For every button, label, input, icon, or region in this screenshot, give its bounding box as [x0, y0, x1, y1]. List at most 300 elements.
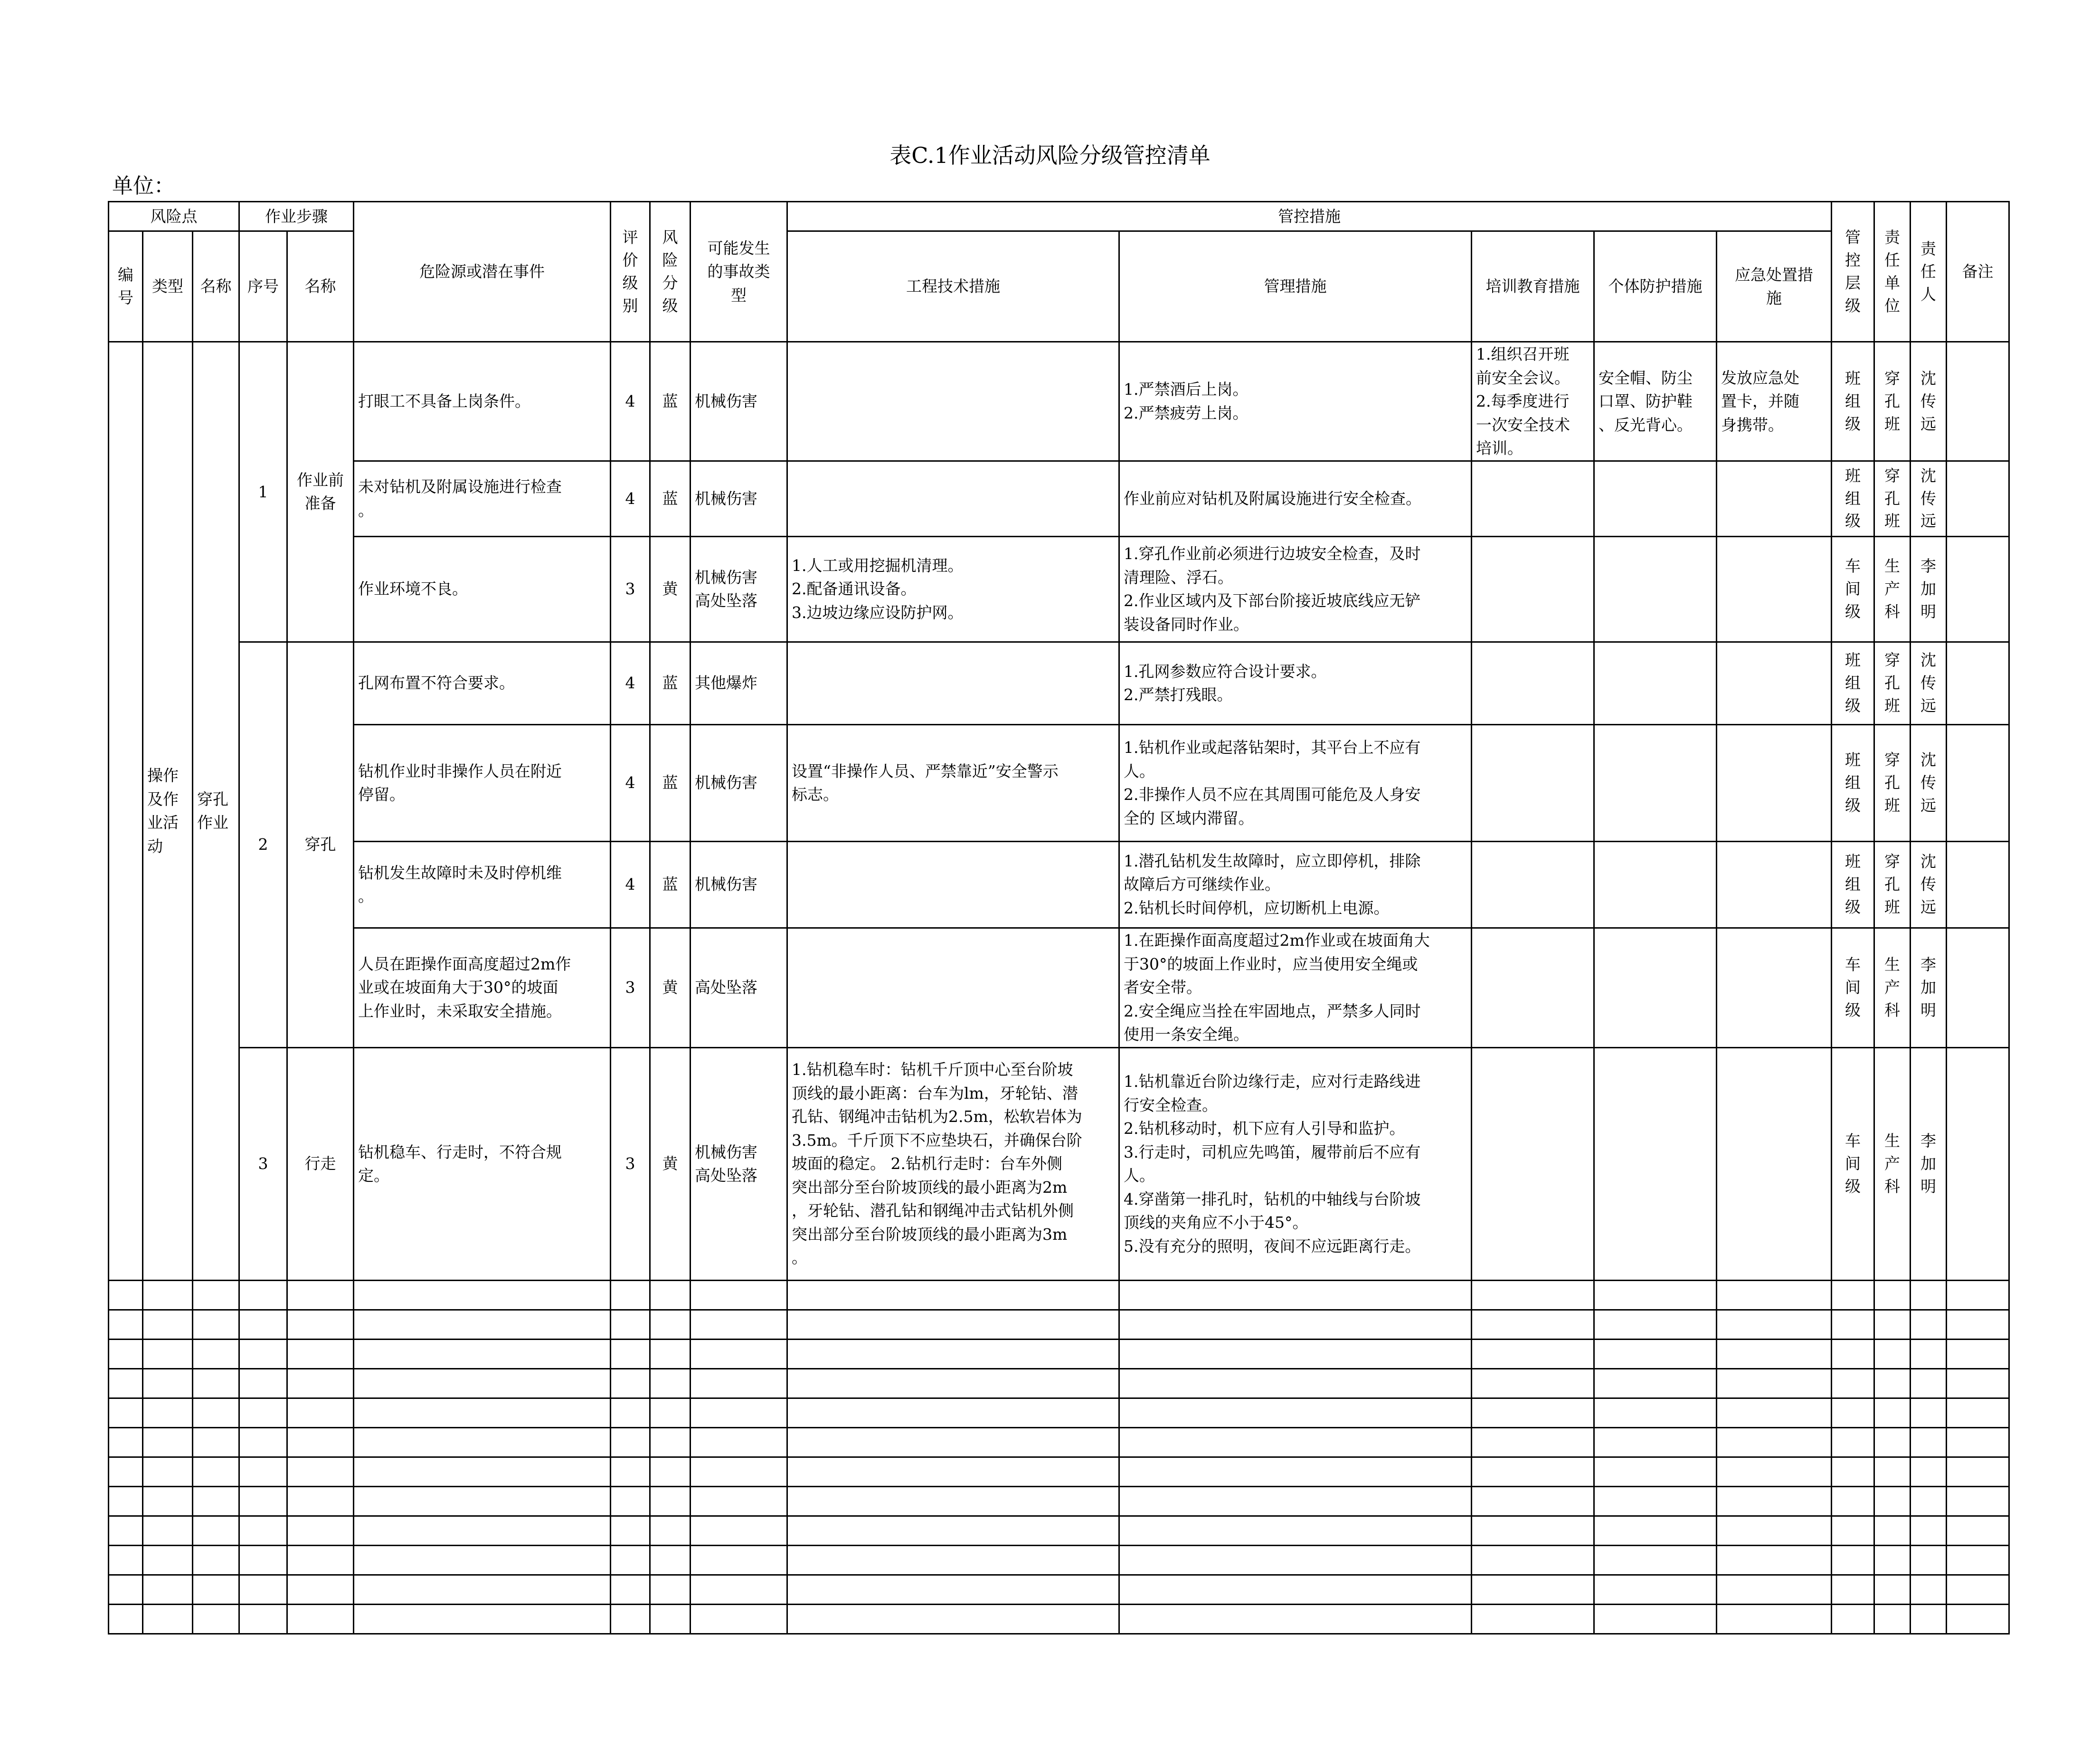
empty-cell [193, 1486, 239, 1516]
empty-cell [1472, 1280, 1594, 1310]
cell-risk-level: 蓝 [650, 841, 691, 928]
empty-cell [1472, 1604, 1594, 1634]
empty-cell [1874, 1604, 1911, 1634]
empty-row [109, 1575, 2009, 1604]
empty-cell [1472, 1339, 1594, 1368]
empty-cell [354, 1280, 611, 1310]
empty-cell [354, 1457, 611, 1486]
empty-cell [1947, 1545, 2009, 1575]
cell-emergency [1717, 642, 1832, 724]
table-row [109, 461, 2009, 536]
cell-hazard: 钻机稳车、行走时，不符合规 定。 [354, 1047, 611, 1280]
empty-cell [1717, 1368, 1832, 1398]
cell-emergency [1717, 1047, 1832, 1280]
empty-cell [1874, 1457, 1911, 1486]
empty-cell [193, 1398, 239, 1427]
cell-step-name: 作业前 准备 [287, 342, 354, 642]
header-type: 类型 [143, 231, 193, 342]
cell-engineering [787, 928, 1119, 1047]
empty-cell [143, 1398, 193, 1427]
empty-cell [611, 1339, 650, 1368]
empty-cell [650, 1516, 691, 1545]
empty-cell [787, 1516, 1119, 1545]
empty-cell [143, 1310, 193, 1339]
empty-cell [787, 1310, 1119, 1339]
empty-cell [143, 1575, 193, 1604]
empty-cell [109, 1516, 143, 1545]
cell-control-tier: 班 组 级 [1832, 642, 1874, 724]
empty-cell [109, 1604, 143, 1634]
empty-cell [1911, 1427, 1947, 1457]
empty-cell [691, 1457, 787, 1486]
cell-ppe [1594, 642, 1717, 724]
empty-cell [1594, 1427, 1717, 1457]
cell-accident-type: 机械伤害 [691, 461, 787, 536]
empty-cell [1832, 1280, 1874, 1310]
cell-training [1472, 642, 1594, 724]
empty-cell [1119, 1339, 1472, 1368]
empty-cell [611, 1427, 650, 1457]
empty-row [109, 1486, 2009, 1516]
cell-remark [1947, 642, 2009, 724]
empty-cell [1911, 1516, 1947, 1545]
cell-management: 1.穿孔作业前必须进行边坡安全检查，及时 清理险、浮石。 2.作业区域内及下部台阶接近坡底线应无铲 装设备同时作业。 [1119, 536, 1472, 642]
cell-management: 1.钻机靠近台阶边缘行走，应对行走路线进 行安全检查。 2.钻机移动时，机下应有人引导和监护。 3.行走时，司机应先鸣笛，履带前后不应有 人。 4.穿凿第一排孔时，钻机的中轴线与台阶坡 顶线的夹角应不小于45°。 5.没有充分的照明，夜间不应远距离行走。 [1119, 1047, 1472, 1280]
empty-cell [691, 1604, 787, 1634]
empty-cell [1874, 1368, 1911, 1398]
cell-resp-unit: 生 产 科 [1874, 1047, 1911, 1280]
cell-hazard: 未对钻机及附属设施进行检查 。 [354, 461, 611, 536]
cell-risk-level: 蓝 [650, 642, 691, 724]
cell-emergency [1717, 928, 1832, 1047]
cell-step-seq: 3 [239, 1047, 287, 1280]
cell-ppe [1594, 928, 1717, 1047]
empty-cell [611, 1280, 650, 1310]
empty-cell [354, 1604, 611, 1634]
empty-cell [611, 1368, 650, 1398]
cell-eval-level: 4 [611, 841, 650, 928]
empty-cell [239, 1280, 287, 1310]
header-control-tier: 管 控 层 级 [1832, 202, 1874, 342]
cell-resp-unit: 穿 孔 班 [1874, 841, 1911, 928]
empty-cell [143, 1457, 193, 1486]
empty-cell [1717, 1575, 1832, 1604]
cell-accident-type: 机械伤害 高处坠落 [691, 1047, 787, 1280]
empty-cell [1717, 1516, 1832, 1545]
empty-cell [1832, 1339, 1874, 1368]
empty-cell [1911, 1280, 1947, 1310]
empty-cell [787, 1604, 1119, 1634]
cell-control-tier: 班 组 级 [1832, 342, 1874, 461]
cell-management: 1.严禁酒后上岗。 2.严禁疲劳上岗。 [1119, 342, 1472, 461]
cell-code [109, 342, 143, 1281]
cell-resp-unit: 生 产 科 [1874, 536, 1911, 642]
empty-cell [109, 1280, 143, 1310]
header-emergency: 应急处置措 施 [1717, 231, 1832, 342]
empty-cell [691, 1516, 787, 1545]
cell-resp-person: 李 加 明 [1911, 928, 1947, 1047]
table-row [109, 642, 2009, 724]
cell-accident-type: 其他爆炸 [691, 642, 787, 724]
header-seq: 序号 [239, 231, 287, 342]
empty-cell [193, 1545, 239, 1575]
empty-cell [193, 1575, 239, 1604]
empty-cell [611, 1398, 650, 1427]
empty-cell [650, 1280, 691, 1310]
table-row [109, 841, 2009, 928]
empty-cell [143, 1486, 193, 1516]
empty-cell [287, 1280, 354, 1310]
empty-cell [1472, 1427, 1594, 1457]
empty-cell [239, 1339, 287, 1368]
empty-cell [354, 1516, 611, 1545]
header-risk-point: 风险点 [109, 202, 239, 231]
empty-cell [354, 1310, 611, 1339]
empty-row [109, 1280, 2009, 1310]
cell-training [1472, 841, 1594, 928]
empty-cell [1472, 1457, 1594, 1486]
cell-control-tier: 车 间 级 [1832, 1047, 1874, 1280]
empty-cell [691, 1575, 787, 1604]
cell-emergency: 发放应急处 置卡，并随 身携带。 [1717, 342, 1832, 461]
empty-cell [193, 1516, 239, 1545]
cell-resp-person: 沈 传 远 [1911, 724, 1947, 841]
header-management: 管理措施 [1119, 231, 1472, 342]
cell-hazard: 人员在距操作面高度超过2m作 业或在坡面角大于30°的坡面 上作业时，未采取安全措施。 [354, 928, 611, 1047]
empty-cell [1947, 1427, 2009, 1457]
empty-cell [287, 1427, 354, 1457]
empty-row [109, 1545, 2009, 1575]
cell-ppe [1594, 724, 1717, 841]
empty-cell [1832, 1398, 1874, 1427]
empty-cell [1119, 1545, 1472, 1575]
risk-control-table [108, 201, 2010, 1634]
cell-training [1472, 928, 1594, 1047]
empty-cell [1832, 1368, 1874, 1398]
header-engineering: 工程技术措施 [787, 231, 1119, 342]
empty-cell [1947, 1486, 2009, 1516]
empty-cell [109, 1368, 143, 1398]
empty-cell [611, 1575, 650, 1604]
header-resp-unit: 责 任 单 位 [1874, 202, 1911, 342]
cell-step-seq: 1 [239, 342, 287, 642]
empty-cell [1594, 1604, 1717, 1634]
cell-risk-level: 黄 [650, 536, 691, 642]
empty-cell [1119, 1604, 1472, 1634]
cell-resp-unit: 生 产 科 [1874, 928, 1911, 1047]
empty-row [109, 1398, 2009, 1427]
empty-cell [1119, 1427, 1472, 1457]
empty-cell [109, 1486, 143, 1516]
cell-ppe [1594, 841, 1717, 928]
empty-cell [1119, 1457, 1472, 1486]
empty-cell [354, 1486, 611, 1516]
empty-cell [787, 1280, 1119, 1310]
empty-cell [611, 1545, 650, 1575]
table-row [109, 342, 2009, 461]
cell-engineering: 1.人工或用挖掘机清理。 2.配备通讯设备。 3.边坡边缘应设防护网。 [787, 536, 1119, 642]
cell-management: 作业前应对钻机及附属设施进行安全检查。 [1119, 461, 1472, 536]
cell-training [1472, 461, 1594, 536]
empty-cell [1947, 1339, 2009, 1368]
empty-cell [193, 1604, 239, 1634]
empty-cell [1119, 1398, 1472, 1427]
header-eval-level: 评 价 级 别 [611, 202, 650, 342]
empty-cell [1874, 1516, 1911, 1545]
cell-emergency [1717, 724, 1832, 841]
empty-cell [354, 1575, 611, 1604]
empty-cell [1911, 1457, 1947, 1486]
empty-cell [287, 1545, 354, 1575]
empty-cell [787, 1575, 1119, 1604]
empty-cell [143, 1427, 193, 1457]
empty-cell [787, 1368, 1119, 1398]
empty-cell [611, 1486, 650, 1516]
empty-cell [1472, 1516, 1594, 1545]
cell-eval-level: 4 [611, 724, 650, 841]
empty-cell [1119, 1368, 1472, 1398]
cell-resp-person: 李 加 明 [1911, 536, 1947, 642]
empty-cell [287, 1516, 354, 1545]
empty-cell [287, 1368, 354, 1398]
empty-cell [143, 1604, 193, 1634]
empty-cell [650, 1575, 691, 1604]
empty-cell [1911, 1604, 1947, 1634]
empty-cell [143, 1516, 193, 1545]
empty-cell [239, 1604, 287, 1634]
cell-risk-level: 蓝 [650, 461, 691, 536]
empty-cell [1717, 1398, 1832, 1427]
empty-cell [239, 1368, 287, 1398]
empty-cell [1594, 1575, 1717, 1604]
cell-hazard: 钻机作业时非操作人员在附近 停留。 [354, 724, 611, 841]
empty-cell [1832, 1427, 1874, 1457]
cell-remark [1947, 928, 2009, 1047]
empty-cell [1832, 1516, 1874, 1545]
cell-accident-type: 高处坠落 [691, 928, 787, 1047]
header-remark: 备注 [1947, 202, 2009, 342]
cell-hazard: 打眼工不具备上岗条件。 [354, 342, 611, 461]
empty-cell [1832, 1457, 1874, 1486]
empty-cell [1911, 1575, 1947, 1604]
empty-cell [239, 1545, 287, 1575]
empty-cell [143, 1339, 193, 1368]
empty-cell [193, 1280, 239, 1310]
empty-cell [650, 1604, 691, 1634]
empty-cell [287, 1575, 354, 1604]
table-row [109, 928, 2009, 1047]
empty-cell [193, 1310, 239, 1339]
empty-cell [611, 1310, 650, 1339]
cell-accident-type: 机械伤害 [691, 724, 787, 841]
empty-cell [1911, 1310, 1947, 1339]
empty-cell [354, 1398, 611, 1427]
empty-cell [239, 1398, 287, 1427]
cell-management: 1.潜孔钻机发生故障时，应立即停机，排除 故障后方可继续作业。 2.钻机长时间停机，应切断机上电源。 [1119, 841, 1472, 928]
header-risk-level: 风 险 分 级 [650, 202, 691, 342]
cell-engineering [787, 461, 1119, 536]
header-row-1 [109, 202, 2009, 231]
empty-cell [239, 1457, 287, 1486]
cell-remark [1947, 536, 2009, 642]
empty-cell [287, 1457, 354, 1486]
cell-emergency [1717, 841, 1832, 928]
empty-cell [287, 1398, 354, 1427]
cell-eval-level: 3 [611, 928, 650, 1047]
cell-ppe [1594, 1047, 1717, 1280]
empty-cell [354, 1427, 611, 1457]
empty-cell [691, 1427, 787, 1457]
empty-cell [1832, 1310, 1874, 1339]
empty-cell [1119, 1516, 1472, 1545]
cell-training [1472, 724, 1594, 841]
empty-row [109, 1457, 2009, 1486]
empty-cell [1947, 1516, 2009, 1545]
empty-cell [650, 1545, 691, 1575]
empty-cell [1832, 1575, 1874, 1604]
cell-management: 1.在距操作面高度超过2m作业或在坡面角大 于30°的坡面上作业时，应当使用安全绳或 者安全带。 2.安全绳应当拴在牢固地点，严禁多人同时 使用一条安全绳。 [1119, 928, 1472, 1047]
empty-cell [1947, 1575, 2009, 1604]
empty-cell [1594, 1310, 1717, 1339]
empty-row [109, 1516, 2009, 1545]
empty-cell [650, 1368, 691, 1398]
empty-cell [1947, 1604, 2009, 1634]
empty-cell [1717, 1545, 1832, 1575]
cell-engineering [787, 642, 1119, 724]
empty-cell [239, 1427, 287, 1457]
empty-cell [1832, 1604, 1874, 1634]
empty-cell [787, 1427, 1119, 1457]
empty-cell [109, 1398, 143, 1427]
empty-cell [1594, 1516, 1717, 1545]
cell-eval-level: 4 [611, 461, 650, 536]
empty-cell [1717, 1427, 1832, 1457]
empty-cell [1472, 1310, 1594, 1339]
empty-cell [287, 1339, 354, 1368]
empty-cell [1947, 1280, 2009, 1310]
cell-control-tier: 班 组 级 [1832, 841, 1874, 928]
cell-resp-person: 沈 传 远 [1911, 342, 1947, 461]
empty-cell [650, 1427, 691, 1457]
empty-cell [143, 1545, 193, 1575]
cell-resp-unit: 穿 孔 班 [1874, 724, 1911, 841]
empty-cell [1911, 1398, 1947, 1427]
cell-risk-level: 黄 [650, 1047, 691, 1280]
empty-cell [287, 1486, 354, 1516]
cell-engineering: 1.钻机稳车时：钻机千斤顶中心至台阶坡 顶线的最小距离：台车为lm，牙轮钻、潜 孔钻、钢绳冲击钻机为2.5m，松软岩体为 3.5m。千斤顶下不应垫块石，并确保台阶 坡面的稳定。 2.钻机行走时：台车外侧 突出部分至台阶坡顶线的最小距离为2m ，牙轮钻、潜孔钻和钢绳冲击式钻机外侧 突出部分至台阶坡顶线的最小距离为3m 。 [787, 1047, 1119, 1280]
empty-cell [287, 1310, 354, 1339]
cell-risk-point-name: 穿孔 作业 [193, 342, 239, 1281]
empty-cell [1874, 1339, 1911, 1368]
empty-row [109, 1339, 2009, 1368]
empty-cell [1874, 1398, 1911, 1427]
empty-cell [1119, 1486, 1472, 1516]
empty-cell [1717, 1339, 1832, 1368]
header-hazard: 危险源或潜在事件 [354, 202, 611, 342]
empty-cell [1594, 1368, 1717, 1398]
empty-cell [354, 1339, 611, 1368]
cell-eval-level: 3 [611, 1047, 650, 1280]
empty-cell [611, 1604, 650, 1634]
empty-cell [287, 1604, 354, 1634]
cell-accident-type: 机械伤害 [691, 841, 787, 928]
empty-cell [1119, 1310, 1472, 1339]
empty-cell [1874, 1280, 1911, 1310]
empty-cell [109, 1457, 143, 1486]
empty-cell [1717, 1457, 1832, 1486]
empty-cell [354, 1368, 611, 1398]
empty-cell [691, 1545, 787, 1575]
empty-cell [787, 1486, 1119, 1516]
table-row [109, 724, 2009, 841]
empty-cell [1717, 1486, 1832, 1516]
empty-cell [143, 1368, 193, 1398]
cell-remark [1947, 1047, 2009, 1280]
empty-cell [611, 1457, 650, 1486]
header-code: 编 号 [109, 231, 143, 342]
empty-cell [239, 1516, 287, 1545]
empty-cell [1911, 1486, 1947, 1516]
header-rp-name: 名称 [193, 231, 239, 342]
header-control-measures: 管控措施 [787, 202, 1832, 231]
empty-cell [1874, 1486, 1911, 1516]
cell-step-name: 行走 [287, 1047, 354, 1280]
cell-step-seq: 2 [239, 642, 287, 1047]
empty-cell [1874, 1310, 1911, 1339]
header-work-step: 作业步骤 [239, 202, 354, 231]
header-ppe: 个体防护措施 [1594, 231, 1717, 342]
cell-risk-level: 蓝 [650, 342, 691, 461]
cell-ppe [1594, 536, 1717, 642]
header-accident-type: 可能发生 的事故类 型 [691, 202, 787, 342]
page-title: 表C.1作业活动风险分级管控清单 [889, 143, 1211, 168]
empty-row [109, 1604, 2009, 1634]
empty-cell [354, 1545, 611, 1575]
empty-cell [1911, 1339, 1947, 1368]
empty-cell [1119, 1280, 1472, 1310]
empty-cell [1947, 1398, 2009, 1427]
empty-cell [1832, 1486, 1874, 1516]
cell-management: 1.孔网参数应符合设计要求。 2.严禁打残眼。 [1119, 642, 1472, 724]
cell-resp-unit: 穿 孔 班 [1874, 461, 1911, 536]
cell-control-tier: 车 间 级 [1832, 928, 1874, 1047]
empty-cell [787, 1398, 1119, 1427]
empty-cell [650, 1310, 691, 1339]
table-row [109, 1047, 2009, 1280]
empty-cell [787, 1545, 1119, 1575]
table-row [109, 536, 2009, 642]
cell-accident-type: 机械伤害 高处坠落 [691, 536, 787, 642]
empty-cell [611, 1516, 650, 1545]
cell-ppe [1594, 461, 1717, 536]
empty-cell [1472, 1398, 1594, 1427]
empty-cell [109, 1339, 143, 1368]
cell-control-tier: 车 间 级 [1832, 536, 1874, 642]
cell-hazard: 钻机发生故障时未及时停机维 。 [354, 841, 611, 928]
empty-cell [1874, 1545, 1911, 1575]
empty-cell [1119, 1575, 1472, 1604]
cell-resp-unit: 穿 孔 班 [1874, 342, 1911, 461]
empty-cell [1947, 1457, 2009, 1486]
empty-cell [691, 1486, 787, 1516]
cell-remark [1947, 724, 2009, 841]
unit-label: 单位： [112, 174, 175, 198]
empty-row [109, 1310, 2009, 1339]
cell-resp-unit: 穿 孔 班 [1874, 642, 1911, 724]
cell-eval-level: 4 [611, 342, 650, 461]
header-step-name: 名称 [287, 231, 354, 342]
empty-cell [239, 1310, 287, 1339]
